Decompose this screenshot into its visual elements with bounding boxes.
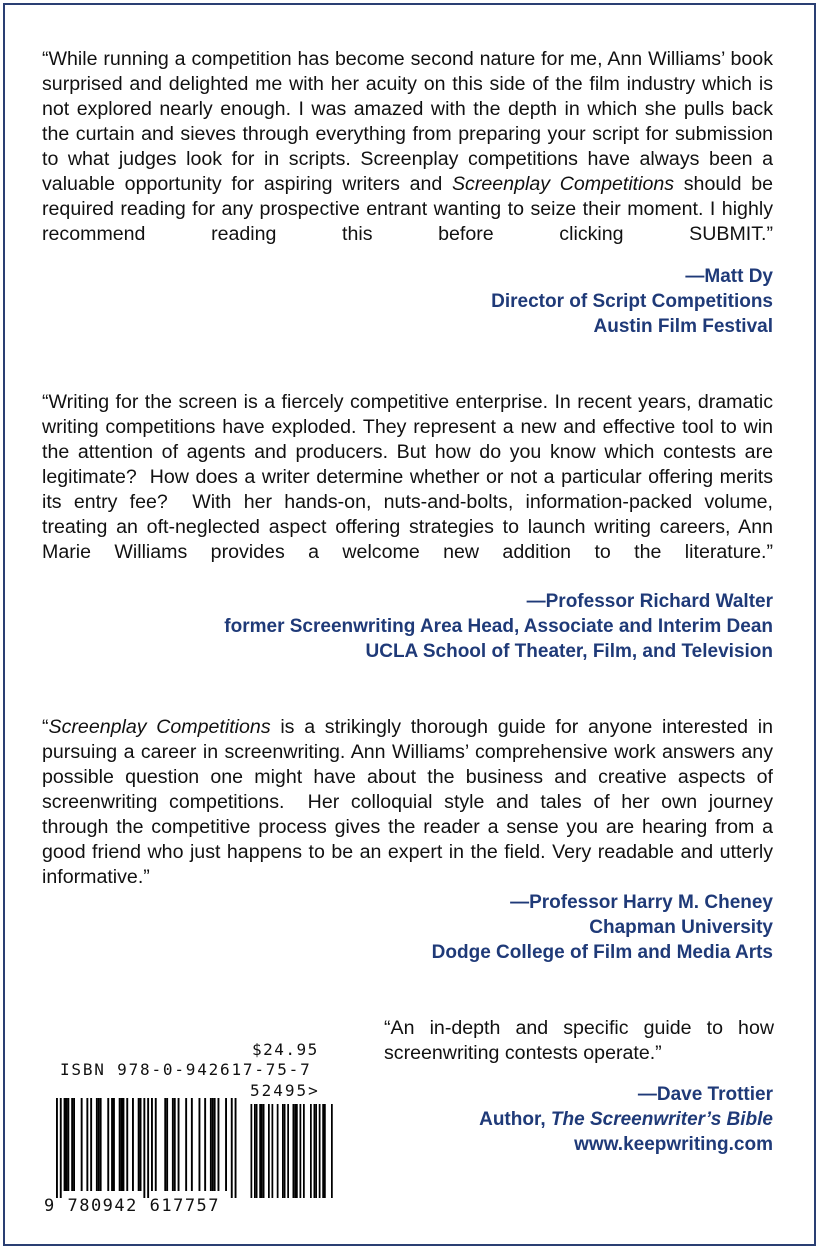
attribution-richard-walter <box>224 589 773 664</box>
addon-bar <box>303 1104 305 1198</box>
barcode-bar <box>218 1098 220 1191</box>
barcode-bar <box>199 1098 201 1191</box>
addon-bar <box>259 1104 261 1198</box>
barcode-bar <box>214 1098 216 1191</box>
addon-bar <box>287 1104 289 1198</box>
attribution-title: former Screenwriting Area Head, Associate and Interim Dean <box>224 616 773 637</box>
addon-bar <box>256 1104 258 1198</box>
attribution-org: UCLA School of Theater, Film, and Television <box>365 641 773 662</box>
attribution-name: —Matt Dy <box>685 266 773 287</box>
attribution-title: Director of Script Competitions <box>491 291 773 312</box>
barcode-bar <box>86 1098 88 1191</box>
addon-bar <box>263 1104 265 1198</box>
attribution-dave-trottier <box>479 1082 773 1157</box>
attribution-matt-dy <box>491 264 773 339</box>
price-label: $24.95 <box>252 1040 319 1059</box>
barcode-bar <box>166 1098 168 1191</box>
barcode-bar <box>231 1098 233 1198</box>
price-addon-digits: 52495> <box>250 1081 320 1100</box>
barcode-bar <box>212 1098 214 1191</box>
barcode-bars <box>44 1098 344 1198</box>
barcode-bar <box>67 1098 69 1191</box>
addon-bar <box>272 1104 274 1198</box>
quote-dave-trottier: “An in-depth and specific guide to how screenwriting contests operate.” <box>384 1017 774 1064</box>
attribution-name: —Dave Trottier <box>637 1084 773 1105</box>
addon-bar <box>322 1104 324 1198</box>
barcode-bar <box>96 1098 98 1191</box>
barcode-bar <box>66 1098 68 1191</box>
barcode-bar <box>191 1098 193 1191</box>
barcode-bar <box>64 1098 66 1191</box>
isbn-barcode <box>44 1038 344 1218</box>
barcode-bar <box>164 1098 166 1191</box>
barcode-bar <box>100 1098 102 1191</box>
addon-bar <box>296 1104 298 1198</box>
attribution-name: —Professor Harry M. Cheney <box>510 892 773 913</box>
barcode-bar <box>73 1098 75 1191</box>
addon-bar <box>284 1104 286 1198</box>
barcode-bar <box>123 1098 125 1191</box>
addon-bar <box>310 1104 312 1198</box>
addon-bar <box>277 1104 279 1198</box>
addon-bar <box>319 1104 321 1198</box>
attribution-harry-cheney <box>432 890 773 965</box>
barcode-bar <box>126 1098 128 1191</box>
barcode-bar <box>81 1098 83 1191</box>
barcode-bar <box>71 1098 73 1191</box>
addon-bar <box>331 1104 333 1198</box>
barcode-bar <box>155 1098 157 1191</box>
barcode-bar <box>151 1098 153 1191</box>
barcode-bar <box>132 1098 134 1191</box>
barcode-bar <box>235 1098 237 1198</box>
barcode-bar <box>147 1098 149 1198</box>
barcode-bar <box>113 1098 115 1191</box>
barcode-bar <box>138 1098 140 1191</box>
addon-bar <box>294 1104 296 1198</box>
addon-bar <box>300 1104 302 1198</box>
addon-bar <box>293 1104 295 1198</box>
barcode-bar <box>178 1098 180 1191</box>
barcode-bar <box>56 1098 58 1198</box>
addon-bar <box>315 1104 317 1198</box>
addon-bar <box>282 1104 284 1198</box>
addon-bar <box>254 1104 256 1198</box>
attribution-title: Chapman University <box>589 917 773 938</box>
barcode-bar <box>121 1098 123 1191</box>
ean-digits: 9 780942 617757 <box>44 1196 221 1216</box>
quote-matt-dy: “While running a competition has become second nature for me, Ann Williams’ book surprised and delighted me with her acuity on this side of the film industry which is not explored nearly enough. I was amazed with the depth in which she pulls back the curtain and sieves through everything from preparing your script for submission to what judges look for in scripts. Screenplay competitions have always been a valuable opportunity for aspiring writers and Screenplay Competitions should be required reading for any prospective entrant wanting to seize their moment. I highly recommend reading this before clicking SUBMIT.” <box>42 48 773 245</box>
addon-bar <box>268 1104 270 1198</box>
attribution-org: Dodge College of Film and Media Arts <box>431 942 773 963</box>
barcode-bar <box>111 1098 113 1191</box>
quote-richard-walter: “Writing for the screen is a fiercely competitive enterprise. In recent years, dramatic writing competitions have exploded. They represent a new and effective tool to win the attention of agents and producers. But how do you know which contests are legitimate? How does a writer determine whether or not a particular offering merits its entry fee? With her hands-on, nuts-and-bolts, information-packed volume, treating an oft-neglected aspect offering strategies to launch writing careers, Ann Marie Williams provides a welcome new addition to the literature.” <box>42 391 773 563</box>
attribution-name: —Professor Richard Walter <box>526 591 773 612</box>
addon-bar <box>251 1104 253 1198</box>
barcode-bar <box>90 1098 92 1191</box>
barcode-bar <box>98 1098 100 1191</box>
addon-bar <box>314 1104 316 1198</box>
barcode-bar <box>140 1098 142 1191</box>
attribution-org: Austin Film Festival <box>593 316 773 337</box>
attribution-title: Author, The Screenwriter’s Bible <box>479 1109 773 1130</box>
addon-bar <box>324 1104 326 1198</box>
barcode-bar <box>172 1098 174 1191</box>
barcode-bar <box>225 1098 227 1191</box>
isbn-label: ISBN 978-0-942617-75-7 <box>60 1060 312 1079</box>
barcode-bar <box>210 1098 212 1191</box>
barcode-bar <box>60 1098 62 1198</box>
barcode-bar <box>204 1098 206 1191</box>
barcode-bar <box>174 1098 176 1191</box>
attribution-url: www.keepwriting.com <box>574 1134 773 1155</box>
barcode-bar <box>185 1098 187 1191</box>
barcode-bar <box>107 1098 109 1191</box>
quote-harry-cheney: “Screenplay Competitions is a strikingly thorough guide for anyone interested in pursuing a career in screenwriting. Ann Williams’ comprehensive work answers any possible question one might have about the business and creative aspects of screenwriting competitions. Her colloquial style and tales of her own journey through the competitive process gives the reader a sense you are hearing from a good friend who just happens to be an expert in the field. Very readable and utterly informative.” <box>42 716 773 888</box>
addon-bar <box>261 1104 263 1198</box>
barcode-bar <box>119 1098 121 1191</box>
barcode-bar <box>143 1098 145 1198</box>
